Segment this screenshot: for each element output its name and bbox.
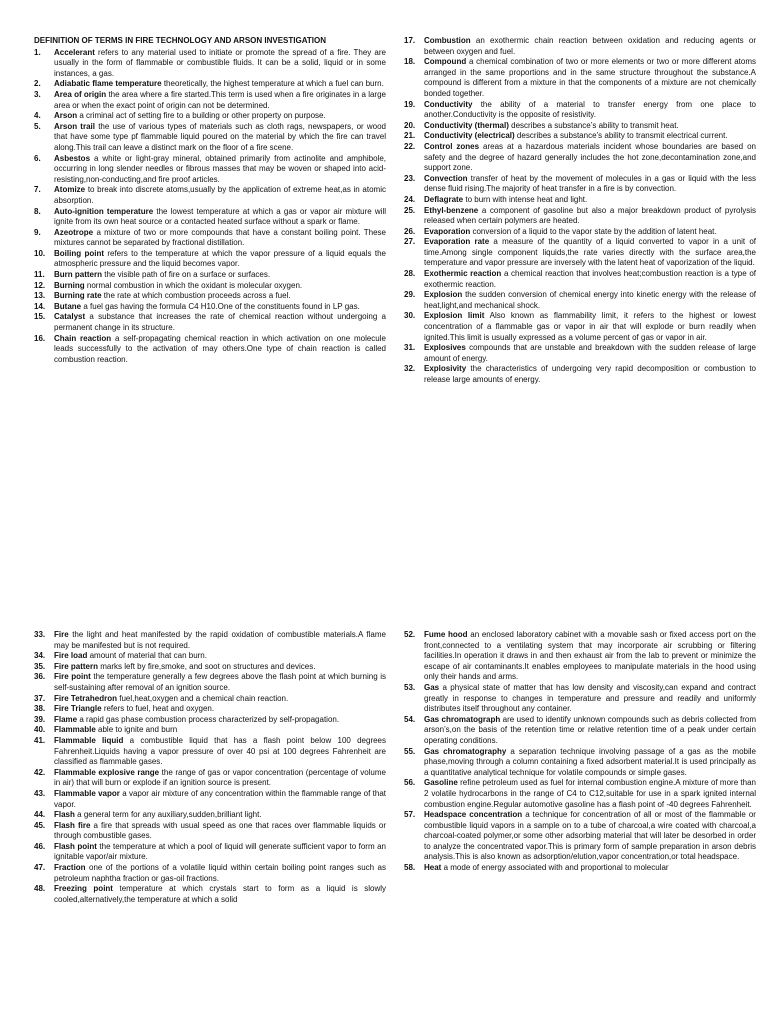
definition-entry <box>34 704 386 715</box>
definition-entry <box>34 863 386 884</box>
entry-definition: compounds that are unstable and breakdown with the sudden release of large amount of energy. <box>424 343 756 363</box>
entry-number: 21. <box>404 131 416 141</box>
entry-term: Flash fire <box>54 820 91 830</box>
definition-entry <box>404 863 756 874</box>
entry-definition: an enclosed laboratory cabinet with a movable sash or fixed access port on the front,connected to a ventilating system that may incorporate air scrubbing or filtering facilities.In operation it draws in and then exhaust air from the lab to prevent or minimize the escape of air contaminants.It enables employees to manipulate materials in the hood using only their hands and arms. <box>424 630 756 682</box>
entry-term: Fire pattern <box>54 661 99 671</box>
definition-entry <box>34 334 386 366</box>
entry-term: Area of origin <box>54 89 107 99</box>
entry-definition: a fuel gas having the formula C4 H10.One of the constituents found in LP gas. <box>83 301 360 311</box>
definition-entry <box>34 291 386 302</box>
definition-entry <box>404 195 756 206</box>
column-bottom-left <box>34 630 386 905</box>
entry-number: 12. <box>34 280 46 290</box>
entry-definition: a component of gasoline but also a major breakdown product of pyrolysis released when certain polymers are heated. <box>424 205 756 226</box>
entry-number: 19. <box>404 99 416 109</box>
definition-entry <box>34 281 386 292</box>
entry-term: Boiling point <box>54 248 104 258</box>
entry-number: 16. <box>34 333 46 343</box>
entry-term: Fire Triangle <box>54 704 102 714</box>
entry-definition: a rapid gas phase combustion process characterized by self-propagation. <box>79 714 340 724</box>
entry-definition: a chemical reaction that involves heat;combustion reaction is a type of exothermic reaction. <box>424 269 756 289</box>
entry-term: Flammable vapor <box>54 788 120 798</box>
entry-term: Explosion <box>424 290 463 300</box>
entry-term: Conductivity (thermal) <box>424 120 509 130</box>
entry-number: 18. <box>404 57 416 67</box>
entry-term: Gas <box>424 682 440 692</box>
entry-term: Freezing point <box>54 884 113 894</box>
entry-number: 53. <box>404 682 416 692</box>
entries-top-left <box>34 48 386 366</box>
definition-entry <box>34 302 386 313</box>
definition-entry <box>34 768 386 789</box>
entry-term: Conductivity <box>424 99 473 109</box>
entry-number: 6. <box>34 153 41 163</box>
entry-definition: the ability of a material to transfer energy from one place to another.Conductivity is the opposite of resistivity. <box>424 99 756 120</box>
definition-entry <box>404 100 756 121</box>
entry-definition: the visible path of fire on a surface or surfaces. <box>104 270 271 280</box>
entry-term: Burn pattern <box>54 270 102 280</box>
entry-number: 54. <box>404 714 416 724</box>
definition-entry <box>34 270 386 281</box>
entry-number: 46. <box>34 841 46 851</box>
entry-number: 41. <box>34 735 46 745</box>
definition-entry <box>34 154 386 186</box>
entry-definition: fuel,heat,oxygen and a chemical chain reaction. <box>119 693 289 703</box>
entry-definition: refine petroleum used as fuel for internal combustion engine.A mixture of more than 2 volatile hydrocarbons in the range of C4 to C12,suitable for use in a spark ignited internal combustion engine.Regular automotive gasoline has a flash point of -40 degrees Fahrenheit. <box>424 778 756 809</box>
entry-number: 57. <box>404 810 416 820</box>
definition-entry <box>404 683 756 715</box>
definition-entry <box>34 122 386 154</box>
entry-definition: the lowest temperature at which a gas or vapor air mixture will ignite from its own heat source or a contacted heated surface without a spark or flame. <box>54 206 387 227</box>
entry-definition: the rate at which combustion proceeds across a fuel. <box>103 291 291 301</box>
entry-term: Fire point <box>54 672 91 682</box>
entry-definition: describes a substance’s ability to transmit heat. <box>511 120 679 130</box>
entry-definition: an exothermic chain reaction between oxidation and reducing agents or between oxygen and fuel. <box>424 36 756 56</box>
entry-definition: a self-propagating chemical reaction in which activation on one molecule leads successfully to the activation of may others.One type of chain reaction is called combustion reaction. <box>54 333 386 364</box>
entry-term: Burning <box>54 280 85 290</box>
entry-number: 44. <box>34 810 46 820</box>
entry-term: Fire <box>54 630 69 639</box>
entry-number: 32. <box>404 364 416 374</box>
entry-number: 31. <box>404 343 416 353</box>
definition-entry <box>404 227 756 238</box>
column-top-right <box>404 36 756 386</box>
entry-definition: conversion of a liquid to the vapor state by the addition of latent heat. <box>472 226 717 236</box>
entry-number: 14. <box>34 301 46 311</box>
entry-definition: to burn with intense heat and light. <box>465 194 588 204</box>
entry-definition: a physical state of matter that has low density and viscosity,can expand and contract greatly in response to changes in temperature and pressure and readily and uniformly distributes itself throughout any container. <box>424 682 756 714</box>
entry-definition: the temperature generally a few degrees above the flash point at which burning is self-sustaining after removal of an ignition source. <box>54 672 386 692</box>
definition-entry <box>34 312 386 333</box>
entry-term: Exothermic reaction <box>424 269 502 279</box>
entry-number: 40. <box>34 725 46 735</box>
entry-definition: refers to fuel, heat and oxygen. <box>103 704 215 714</box>
entry-term: Gas chromatograph <box>424 714 501 724</box>
entry-term: Burning rate <box>54 291 102 301</box>
definition-entry <box>34 111 386 122</box>
entry-term: Combustion <box>424 36 471 45</box>
entry-definition: a measure of the quantity of a liquid converted to vapor in a unit of time.Among single component liquids,the rate varies directly with the surface area,the temperature and vapor pressure are inversely with the latent heat of vaporization of the liquid. <box>424 237 756 268</box>
entry-number: 39. <box>34 714 46 724</box>
definition-entry <box>34 228 386 249</box>
definition-entry <box>34 821 386 842</box>
entry-number: 35. <box>34 661 46 671</box>
definition-entry <box>34 694 386 705</box>
entry-definition: marks left by fire,smoke, and soot on structures and devices. <box>100 661 316 671</box>
entry-term: Deflagrate <box>424 194 464 204</box>
definition-entry <box>404 131 756 142</box>
entry-number: 9. <box>34 227 41 237</box>
definition-entry <box>404 57 756 99</box>
entry-definition: the characteristics of undergoing very rapid decomposition or combustion to release large amounts of energy. <box>424 364 756 384</box>
entry-definition: a separation technique involving passage of a gas as the mobile phase,moving through a column containing a fixed adsorbent material.It is used principally as a quantitative analytical technique for volatile compounds or simple gases. <box>424 746 756 777</box>
entry-number: 48. <box>34 884 46 894</box>
entry-number: 3. <box>34 89 41 99</box>
entry-definition: the range of gas or vapor concentration (percentage of volume in air) that will burn or explode if an ignition source is present. <box>54 767 386 788</box>
entry-number: 15. <box>34 312 46 322</box>
entries-bottom-right <box>404 630 756 874</box>
entry-number: 25. <box>404 205 416 215</box>
entry-number: 34. <box>34 651 46 661</box>
definition-entry <box>34 651 386 662</box>
entry-number: 33. <box>34 630 46 639</box>
entry-term: Fume hood <box>424 630 468 639</box>
entry-term: Evaporation <box>424 226 471 236</box>
entry-number: 23. <box>404 173 416 183</box>
definition-entry <box>34 884 386 905</box>
entry-definition: able to ignite and burn <box>98 725 178 735</box>
entry-definition: a criminal act of setting fire to a building or other property on purpose. <box>79 111 326 121</box>
entry-number: 24. <box>404 194 416 204</box>
entry-number: 52. <box>404 630 416 639</box>
entry-definition: the use of various types of materials such as cloth rags, newspapers, or wood that have some type pf flammable liquid poured on the material by which the fire can travel along.This trail can leave a distinct mark on the floor of a fire scene. <box>54 121 387 152</box>
entry-definition: a general term for any auxiliary,sudden,brilliant light. <box>77 810 262 820</box>
entry-number: 13. <box>34 291 46 301</box>
definition-entry <box>404 715 756 747</box>
entry-definition: one of the portions of a volatile liquid within certain boiling point ranges such as petroleum naphtha fraction or gas-oil fractions. <box>54 863 387 883</box>
document-title: DEFINITION OF TERMS IN FIRE TECHNOLOGY AND ARSON INVESTIGATION <box>34 36 327 45</box>
entries-bottom-left <box>34 630 386 905</box>
entry-term: Convection <box>424 173 468 183</box>
definition-entry <box>34 672 386 693</box>
entry-number: 5. <box>34 121 41 131</box>
entry-definition: are used to identify unknown compounds such as debris collected from arson’s,on the basis of the retention time or relative retention time of a peak under certain operating conditions. <box>424 714 757 745</box>
entry-term: Heat <box>424 863 442 873</box>
definition-entry <box>34 736 386 768</box>
entry-definition: the temperature at which a pool of liquid will generate sufficient vapor to form an ignitable vapor/air mixture. <box>54 841 386 862</box>
entry-term: Explosion limit <box>424 311 485 321</box>
entry-term: Flash <box>54 810 75 820</box>
definition-entry <box>34 207 386 228</box>
entry-definition: a combustible liquid that has a flash point below 100 degrees Fahrenheit.Liquids having a vapor pressure of over 40 psi at 100 degrees Fahrenheit are classified as flammable gases. <box>54 735 386 767</box>
entry-term: Ethyl-benzene <box>424 205 479 215</box>
definition-entry <box>34 810 386 821</box>
entry-definition: a vapor air mixture of any concentration within the flammable range of that vapor. <box>54 788 386 809</box>
entry-term: Arson trail <box>54 121 95 131</box>
entry-term: Fire Tetrahedron <box>54 693 117 703</box>
definition-entry <box>404 36 756 57</box>
entry-number: 10. <box>34 248 46 258</box>
definition-entry <box>404 343 756 364</box>
entry-number: 26. <box>404 226 416 236</box>
entry-number: 28. <box>404 269 416 279</box>
entry-number: 58. <box>404 863 416 873</box>
entry-definition: the light and heat manifested by the rapid oxidation of combustible materials.A flame may be manifested but is not required. <box>54 630 386 650</box>
entry-term: Atomize <box>54 185 86 195</box>
entry-definition: describes a substance’s ability to transmit electrical current. <box>516 131 728 141</box>
entry-definition: refers to any material used to initiate or promote the spread of a fire. They are usually in the form of flammable or combustible fluids. It can be a solid, liquid or in some instances, a gas. <box>54 47 386 78</box>
entry-term: Fraction <box>54 863 86 873</box>
entry-number: 8. <box>34 206 41 216</box>
entry-definition: Also known as flammability limit, it refers to the highest or lowest concentration of a flammable gas or vapor in air that will explode or burn readily when ignited.This limit is usually expressed as a volume percent of gas or vapor in air. <box>424 311 756 342</box>
entry-term: Flash point <box>54 841 97 851</box>
entry-number: 11. <box>34 270 45 280</box>
entry-number: 27. <box>404 237 416 247</box>
entry-definition: a mixture of two or more compounds that have a constant boiling point. These mixtures cannot be separated by fractional distillation. <box>54 227 387 248</box>
definition-entry <box>404 810 756 863</box>
entry-definition: to break into discrete atoms,usually by the application of extreme heat,as in atomic absorption. <box>54 185 386 205</box>
entry-number: 43. <box>34 788 46 798</box>
entry-number: 4. <box>34 111 41 121</box>
entry-term: Conductivity (electrical) <box>424 131 515 141</box>
entry-number: 22. <box>404 141 416 151</box>
column-bottom-right <box>404 630 756 874</box>
entry-definition: refers to the temperature at which the vapor pressure of a liquid equals the atmospheric pressure and the liquid becomes vapor. <box>54 248 386 269</box>
entry-term: Control zones <box>424 141 480 151</box>
entry-term: Auto-ignition temperature <box>54 206 154 216</box>
entry-term: Flame <box>54 714 78 724</box>
entry-number: 17. <box>404 36 416 45</box>
entry-term: Butane <box>54 301 82 311</box>
entry-definition: a substance that increases the rate of chemical reaction without undergoing a permanent change in its structure. <box>54 312 386 333</box>
definition-entry <box>34 715 386 726</box>
definition-entry <box>404 121 756 132</box>
entry-definition: a white or light-gray mineral, obtained primarily from actinolite and amphibole, occurring in long slender needles or fibrous masses that may be woven or shaped into acid-resisting,non-conducting,and fire proof articles. <box>54 153 386 184</box>
entry-term: Explosives <box>424 343 466 353</box>
definition-entry <box>34 185 386 206</box>
definition-entry <box>404 630 756 683</box>
entry-term: Azeotrope <box>54 227 94 237</box>
entry-term: Arson <box>54 111 78 121</box>
entry-number: 55. <box>404 746 416 756</box>
entry-definition: theoretically, the highest temperature at which a fuel can burn. <box>163 79 384 89</box>
entry-definition: temperature at which crystals start to form as a liquid is slowly cooled,alternatively,the temperature at which a solid <box>54 884 386 904</box>
definition-entry <box>404 290 756 311</box>
definition-entry <box>404 142 756 174</box>
entry-number: 30. <box>404 311 416 321</box>
entry-number: 42. <box>34 767 46 777</box>
entry-term: Adiabatic flame temperature <box>54 79 162 89</box>
entry-term: Compound <box>424 57 467 67</box>
entry-number: 36. <box>34 672 46 682</box>
entry-number: 1. <box>34 47 41 57</box>
definition-entry <box>34 725 386 736</box>
definition-entry <box>404 364 756 385</box>
entry-term: Chain reaction <box>54 333 112 343</box>
column-top-left <box>34 36 386 365</box>
entry-number: 20. <box>404 120 416 130</box>
entry-term: Gas chromatography <box>424 746 507 756</box>
entry-definition: areas at a hazardous materials incident whose boundaries are based on safety and the degree of hazard generally includes the hot zone,decontamination zone,and support zone. <box>424 141 756 173</box>
entry-term: Flammable explosive range <box>54 767 160 777</box>
entry-term: Accelerant <box>54 47 95 57</box>
definition-entry <box>34 842 386 863</box>
entry-definition: transfer of heat by the movement of molecules in a gas or liquid with the less dense fluid rising.The majority of heat transfer in a fire is by convection. <box>424 173 757 194</box>
definition-entry <box>34 249 386 270</box>
entry-number: 47. <box>34 863 46 873</box>
definition-entry <box>404 206 756 227</box>
definition-entry <box>404 747 756 779</box>
entry-term: Gasoline <box>424 778 458 788</box>
entry-term: Fire load <box>54 651 88 661</box>
definition-entry <box>34 48 386 80</box>
entry-definition: the area where a fire started.This term is used when a fire originates in a large area or when the exact point of origin can not be determined. <box>54 89 386 110</box>
definition-entry <box>404 174 756 195</box>
entry-term: Catalyst <box>54 312 86 322</box>
entry-term: Explosivity <box>424 364 467 374</box>
entry-number: 37. <box>34 693 46 703</box>
entry-number: 45. <box>34 820 46 830</box>
entry-number: 38. <box>34 704 46 714</box>
definition-entry <box>404 311 756 343</box>
entry-definition: normal combustion in which the oxidant is molecular oxygen. <box>86 280 303 290</box>
definition-entry <box>404 269 756 290</box>
entry-definition: a technique for concentration of all or most of the flammable or combustible liquid vapors in a sample on to a tube of charcoal,a wire coated with charcoal,a charcoal-coated polymer,or some other adsorbing material that will later be desorbed in order to analyze the concentrated vapor.This is primary form of sample preparation in arson debris analysis.This is also known as adsorption/elution,vapor concentration,or total headspace. <box>424 810 756 862</box>
entry-term: Flammable liquid <box>54 735 124 745</box>
entry-number: 29. <box>404 290 416 300</box>
definition-entry <box>34 630 386 651</box>
entries-top-right <box>404 36 756 386</box>
entry-term: Asbestos <box>54 153 91 163</box>
entry-definition: the sudden conversion of chemical energy into kinetic energy with the release of heat,light,and mechanical shock. <box>424 290 756 310</box>
entry-definition: amount of material that can burn. <box>89 651 207 661</box>
definition-entry <box>34 90 386 111</box>
entry-term: Evaporation rate <box>424 237 490 247</box>
entry-number: 56. <box>404 778 416 788</box>
entry-definition: a chemical combination of two or more elements or two or more different atoms arranged in the same proportions and in the same structure throughout the substance.A compound is different from a mixture in that the components of a mixture are not chemically bonded together. <box>424 57 756 98</box>
entry-number: 7. <box>34 185 41 195</box>
entry-definition: a mode of energy associated with and proportional to molecular <box>443 863 669 873</box>
entry-definition: a fire that spreads with usual speed as one that races over flammable liquids or through combustible gases. <box>54 820 386 841</box>
definition-entry <box>34 789 386 810</box>
definition-entry <box>34 662 386 673</box>
entry-term: Headspace concentration <box>424 810 523 820</box>
entry-term: Flammable <box>54 725 96 735</box>
definition-entry <box>404 778 756 810</box>
definition-entry <box>404 237 756 269</box>
definition-entry <box>34 79 386 90</box>
entry-number: 2. <box>34 79 41 89</box>
